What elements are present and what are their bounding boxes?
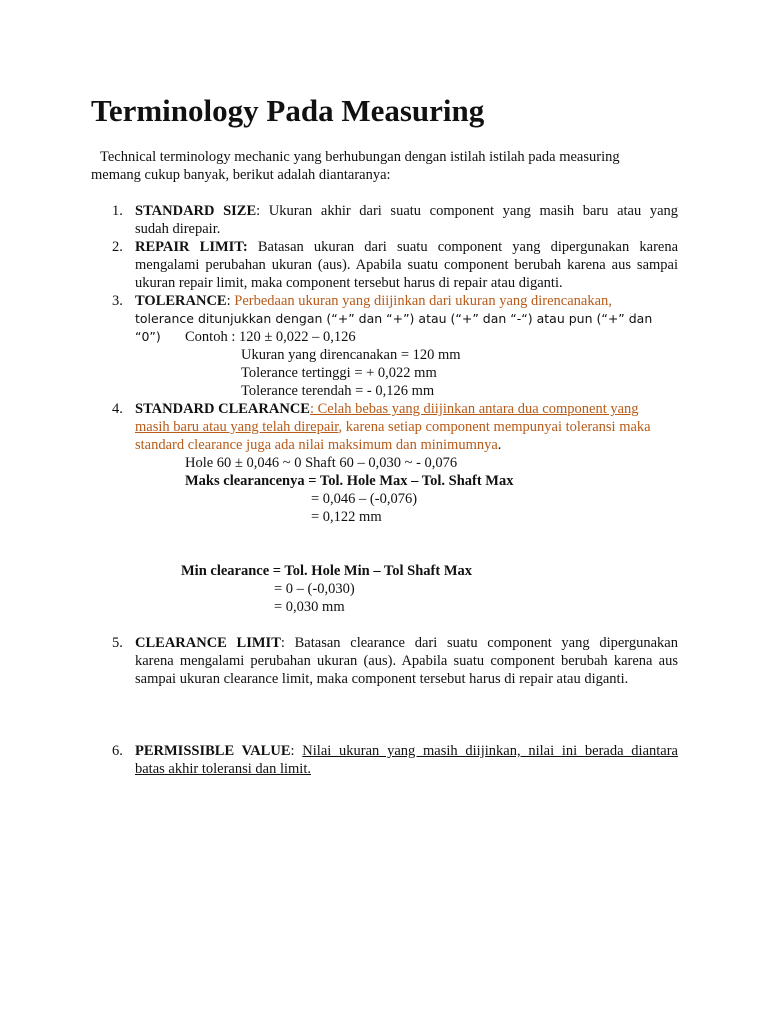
item-5-line-1 (135, 634, 678, 652)
item-6-line-2 (135, 760, 678, 778)
item-1-colon: : (256, 203, 269, 219)
item-2-text: Batasan ukuran dari suatu component yang dipergunakan karena (257, 239, 679, 255)
item-2-line-1 (135, 238, 678, 256)
intro-line-1: Technical terminology mechanic yang berhubungan dengan istilah istilah pada measuring (100, 149, 620, 165)
item-5-colon: : (280, 635, 295, 651)
item-4-max-step: = 0,046 – (-0,076) (311, 491, 418, 507)
item-6-line-1 (135, 742, 678, 760)
item-4-line-1 (135, 400, 678, 418)
item-5-text: Batasan clearance dari suatu component yang dipergunakan (294, 635, 678, 651)
item-4-number: 4. (112, 401, 123, 417)
item-2-term: REPAIR LIMIT: (135, 239, 248, 255)
item-4-min-step: = 0 – (-0,030) (274, 581, 355, 597)
item-1-text: Ukuran akhir dari suatu component yang masih baru atau yang (268, 203, 679, 219)
item-4-line-3-end: . (497, 437, 502, 453)
item-1-line-1 (135, 202, 678, 220)
item-3-planned-size: Ukuran yang direncanakan = 120 mm (241, 347, 461, 363)
item-4-min-result: = 0,030 mm (274, 599, 345, 615)
item-3-tolerance-lowest: Tolerance terendah = - 0,126 mm (241, 383, 435, 399)
item-3-tolerance-highest: Tolerance tertinggi = + 0,022 mm (241, 365, 437, 381)
item-6-colon: : (290, 743, 303, 759)
item-3-contoh: Contoh : 120 ± 0,022 – 0,126 (185, 329, 356, 345)
item-3-line-2: tolerance ditunjukkan dengan (“+” dan “+”) atau (“+” dan “-“) atau pun (“+” dan “0”) (135, 311, 653, 344)
item-2-line-2: mengalami perubahan ukuran (aus). Apabila suatu component berubah karena aus sampai (135, 257, 678, 273)
item-4-line-2-rest: , karena setiap component mempunyai toleransi maka (338, 419, 651, 435)
item-4-term: STANDARD CLEARANCE (135, 401, 310, 417)
item-6-text: Nilai ukuran yang masih diijinkan, nilai ini berada diantara (302, 743, 678, 759)
item-1-number: 1. (112, 203, 123, 219)
item-4-hole-shaft: Hole 60 ± 0,046 ~ 0 Shaft 60 – 0,030 ~ - 0,076 (185, 455, 458, 471)
item-3-colon: : (226, 293, 235, 309)
item-3-number: 3. (112, 293, 123, 309)
item-4-underlined-text: masih baru atau yang telah direpair (135, 419, 339, 435)
item-4-line-3-text: standard clearance juga ada nilai maksimum dan minimumnya (135, 437, 498, 453)
page-title: Terminology Pada Measuring (91, 93, 485, 128)
item-6-term: PERMISSIBLE VALUE (135, 743, 291, 759)
item-3-line-1 (135, 292, 678, 310)
item-1-line-2: sudah direpair. (135, 221, 221, 237)
item-5-line-3: sampai ukuran clearance limit, maka component tersebut harus di repair atau diganti. (135, 671, 629, 687)
item-4-text: : Celah bebas yang diijinkan antara dua component yang (309, 401, 639, 417)
item-3-text: Perbedaan ukuran yang diijinkan dari ukuran yang direncanakan, (234, 293, 612, 309)
item-5-number: 5. (112, 635, 123, 651)
item-4-line-3 (135, 436, 678, 454)
item-3-term: TOLERANCE (135, 293, 227, 309)
item-1-term: STANDARD SIZE (135, 203, 257, 219)
item-4-line-2 (135, 418, 678, 436)
item-5-line-2: karena mengalami perubahan ukuran (aus). Apabila suatu component berubah karena aus (135, 653, 678, 669)
item-5-term: CLEARANCE LIMIT (135, 635, 281, 651)
item-6-number: 6. (112, 743, 123, 759)
item-2-line-3: ukuran repair limit, maka component tersebut harus di repair atau diganti. (135, 275, 563, 291)
item-4-max-formula: Maks clearancenya = Tol. Hole Max – Tol. Shaft Max (185, 473, 514, 489)
item-2-number: 2. (112, 239, 123, 255)
item-4-max-result: = 0,122 mm (311, 509, 382, 525)
item-4-min-formula: Min clearance = Tol. Hole Min – Tol Shaft Max (181, 563, 473, 579)
item-6-line-2-text: batas akhir toleransi dan limit. (135, 761, 311, 777)
intro-line-2: memang cukup banyak, berikut adalah diantaranya: (91, 167, 391, 183)
